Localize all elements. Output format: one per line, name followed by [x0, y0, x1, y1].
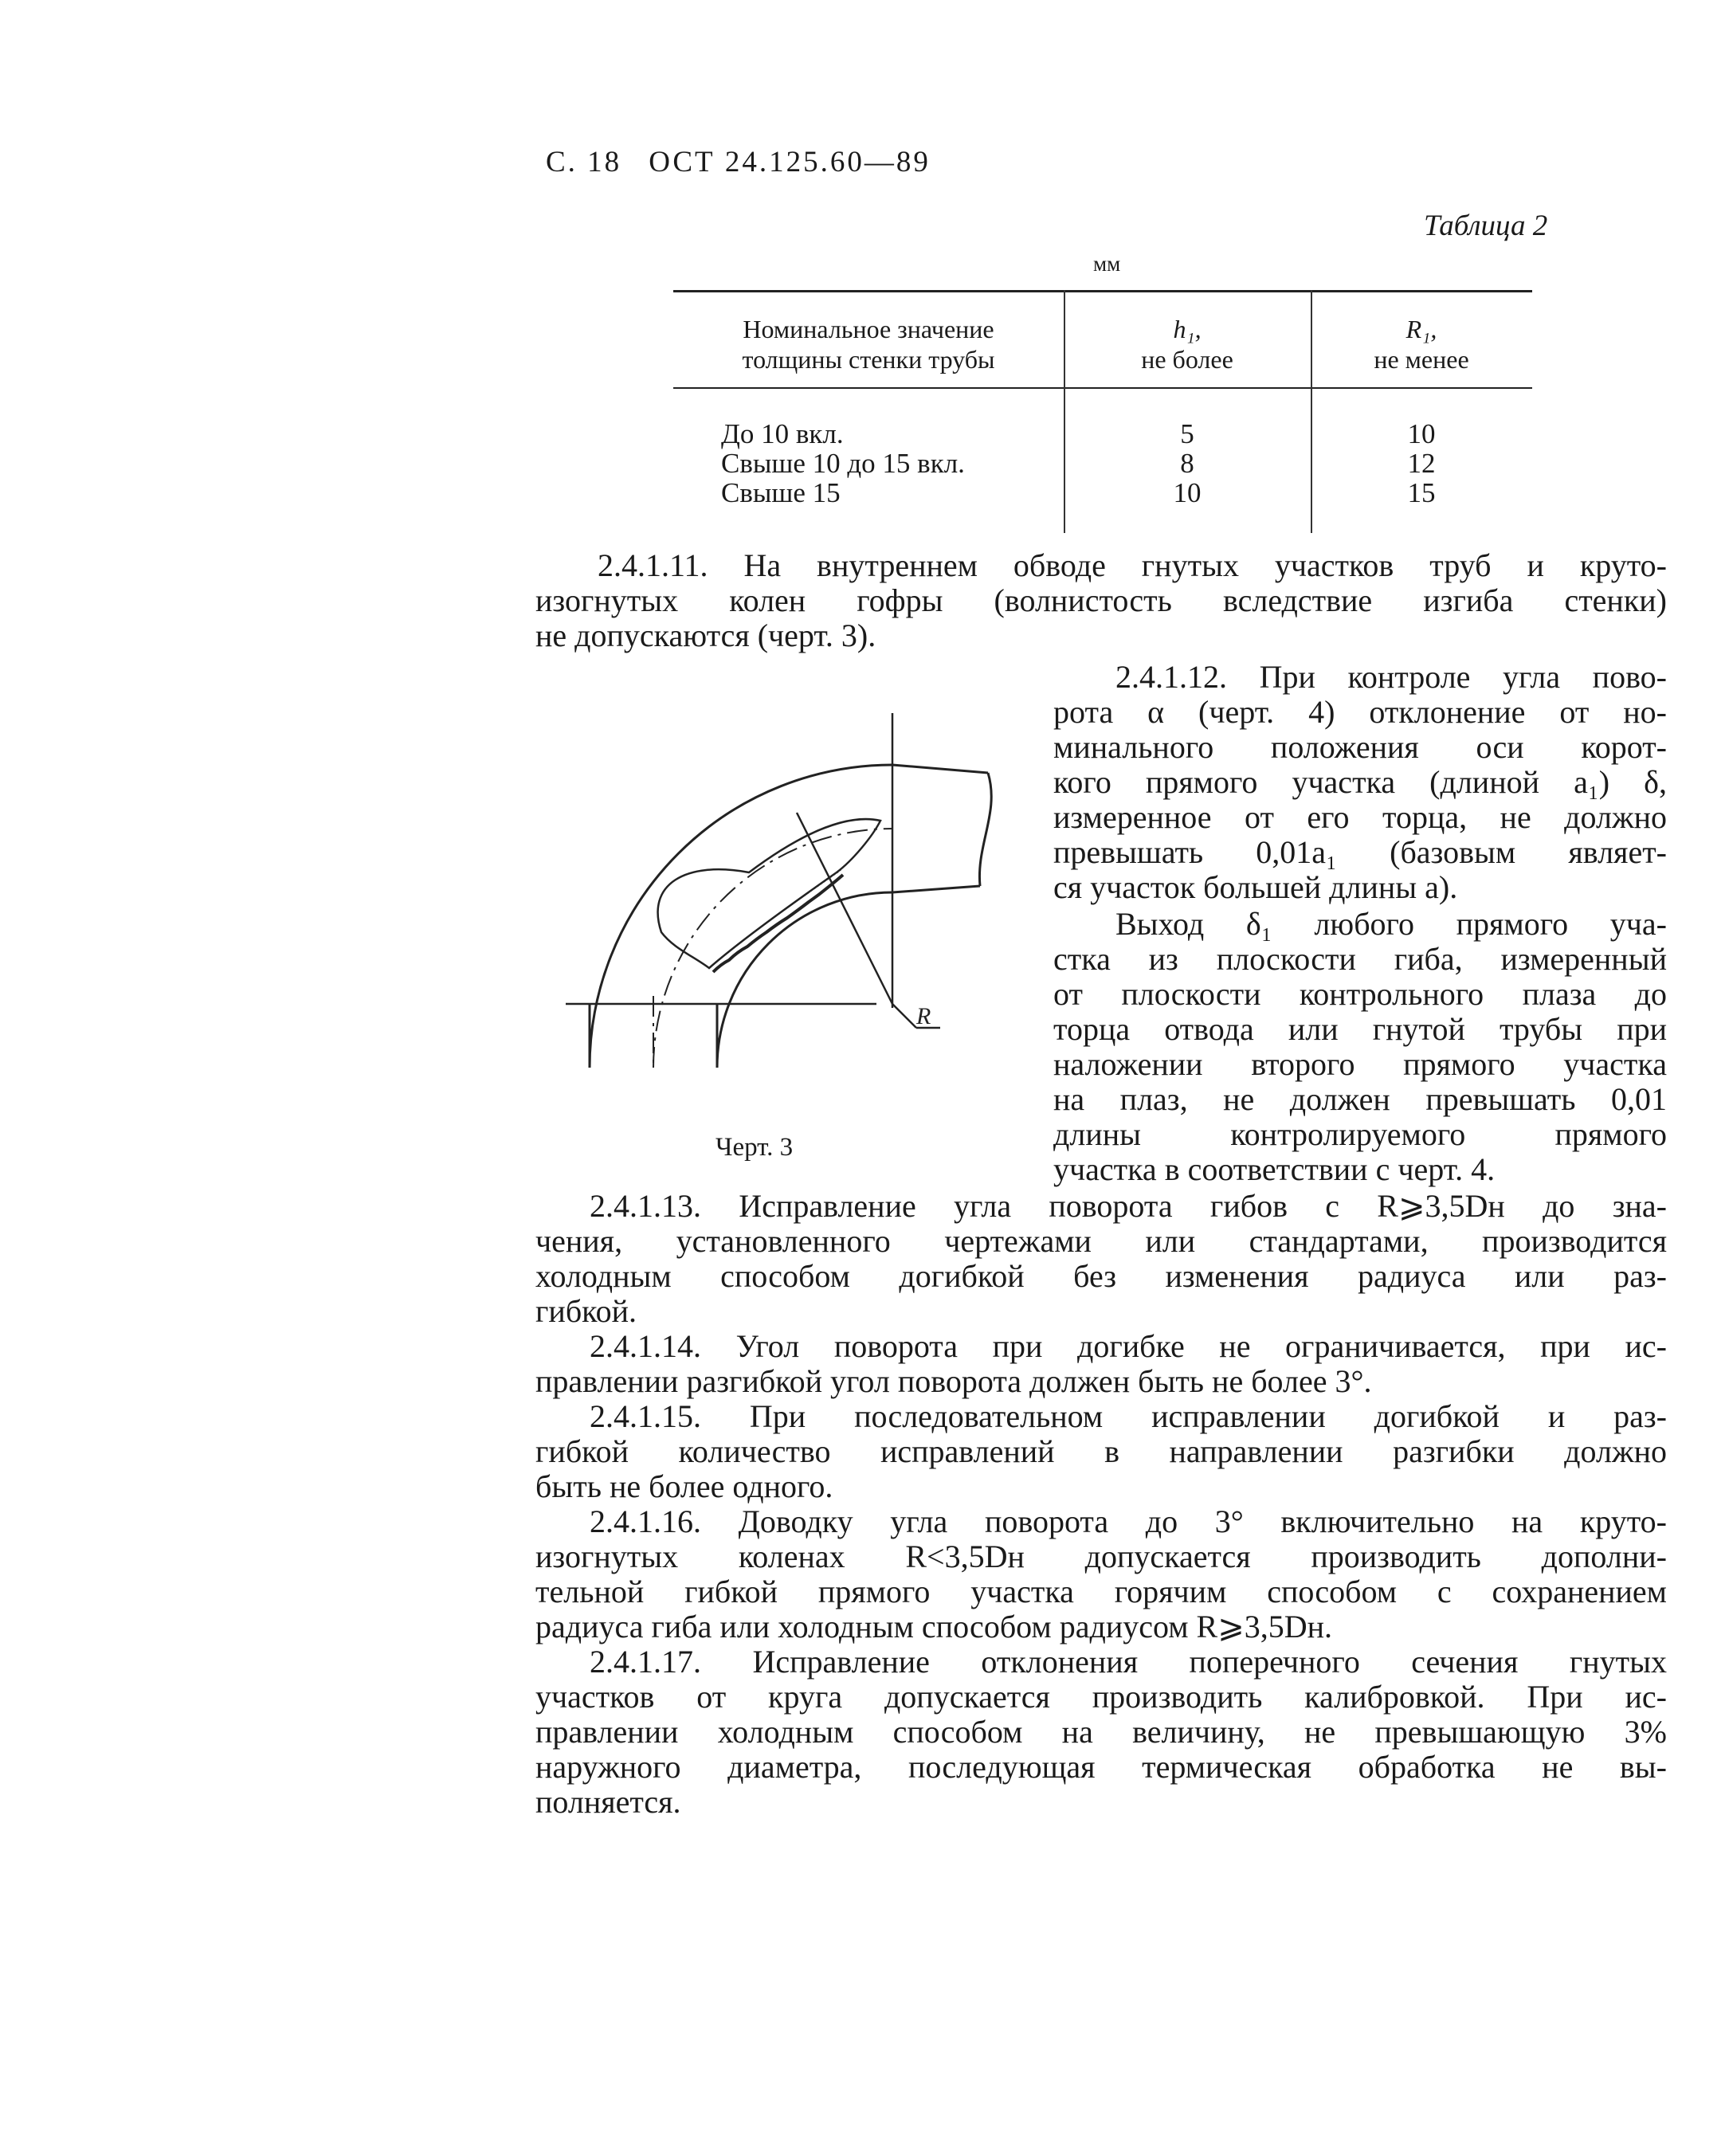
paragraph-2-4-1-12: 2.4.1.12. При контроле угла пово- рота α (черт. 4) отклонение от но- минального положения оси корот- кого прямого участка (длиной a₁) δ, измеренное от его торца, не должно превышать 0,01a₁ (базовым являет- ся участок большей длины a).	[1053, 659, 1667, 905]
pipe-bend-drawing	[566, 701, 1012, 1115]
table-row-1-r: 10	[1407, 418, 1436, 449]
paragraph-2-4-1-16: 2.4.1.16. Доводку угла поворота до 3° включительно на круто- изогнутых коленах R<3,5Dн допускается производить дополни- тельной гибкой прямого участка горячим способом с сохранением радиуса гиба или холодным способом радиусом R⩾3,5Dн.	[535, 1503, 1667, 1644]
column-header-thickness: Номинальное значение толщины стенки трубы	[742, 315, 995, 374]
table-row-1-h: 5	[1180, 418, 1194, 449]
page-header	[546, 145, 931, 179]
paragraph-2-4-1-17: 2.4.1.17. Исправление отклонения поперечного сечения гнутых участков от круга допускается производить калибровкой. При ис- правлении холодным способом на величину, не превышающую 3% наружного диаметра, последующая термическая обработка не вы- полняется.	[535, 1644, 1667, 1820]
paragraph-2-4-1-14: 2.4.1.14. Угол поворота при догибке не ограничивается, при ис- правлении разгибкой угол поворота должен быть не более 3°.	[535, 1328, 1667, 1399]
paragraphs-lower	[535, 1189, 1667, 1820]
table-row-2-r: 12	[1407, 448, 1436, 479]
figure-caption: Черт. 3	[715, 1133, 794, 1162]
table-unit: мм	[1093, 252, 1121, 276]
table-row-2-thickness: Свыше 10 до 15 вкл.	[721, 448, 965, 479]
table-row-1-thickness: До 10 вкл.	[721, 418, 844, 449]
column-header-h: h₁, не более	[1141, 315, 1233, 374]
paragraph-2-4-1-11: 2.4.1.11. На внутреннем обводе гнутых участков труб и круто- изогнутых колен гофры (волнистость вследствие изгиба стенки) не допускаются (черт. 3).	[535, 547, 1667, 653]
table-row-3-thickness: Свыше 15	[721, 477, 841, 508]
standard-number: ОСТ 24.125.60—89	[649, 146, 931, 178]
table-top-rule	[673, 290, 1532, 292]
paragraph-2-4-1-13: 2.4.1.13. Исправление угла поворота гибов с R⩾3,5Dн до зна- чения, установленного чертежами или стандартами, производится холодным способом догибкой без изменения радиуса или раз- гибкой.	[535, 1188, 1667, 1329]
dimension-table	[673, 290, 1532, 533]
table-row-3-h: 10	[1173, 477, 1202, 508]
table-row-2-h: 8	[1180, 448, 1194, 479]
radius-label: R	[916, 1003, 931, 1029]
paragraph-2-4-1-15: 2.4.1.15. При последовательном исправлении догибкой и раз- гибкой количество исправлений в направлении разгибки должно быть не более одного.	[535, 1398, 1667, 1504]
table-header-rule	[673, 387, 1532, 389]
page-number: С. 18	[546, 146, 622, 178]
column-header-r: R₁, не менее	[1374, 315, 1469, 374]
table-row-3-r: 15	[1407, 477, 1436, 508]
paragraph-2-4-1-12-output: Выход δ₁ любого прямого уча- стка из плоскости гиба, измеренный от плоскости контрольного плаза до торца отвода или гнутой трубы при наложении второго прямого участка на плаз, не должен превышать 0,01 длины контролируемого прямого участка в соответствии с черт. 4.	[1053, 906, 1667, 1187]
table-title: Таблица 2	[1424, 210, 1548, 242]
